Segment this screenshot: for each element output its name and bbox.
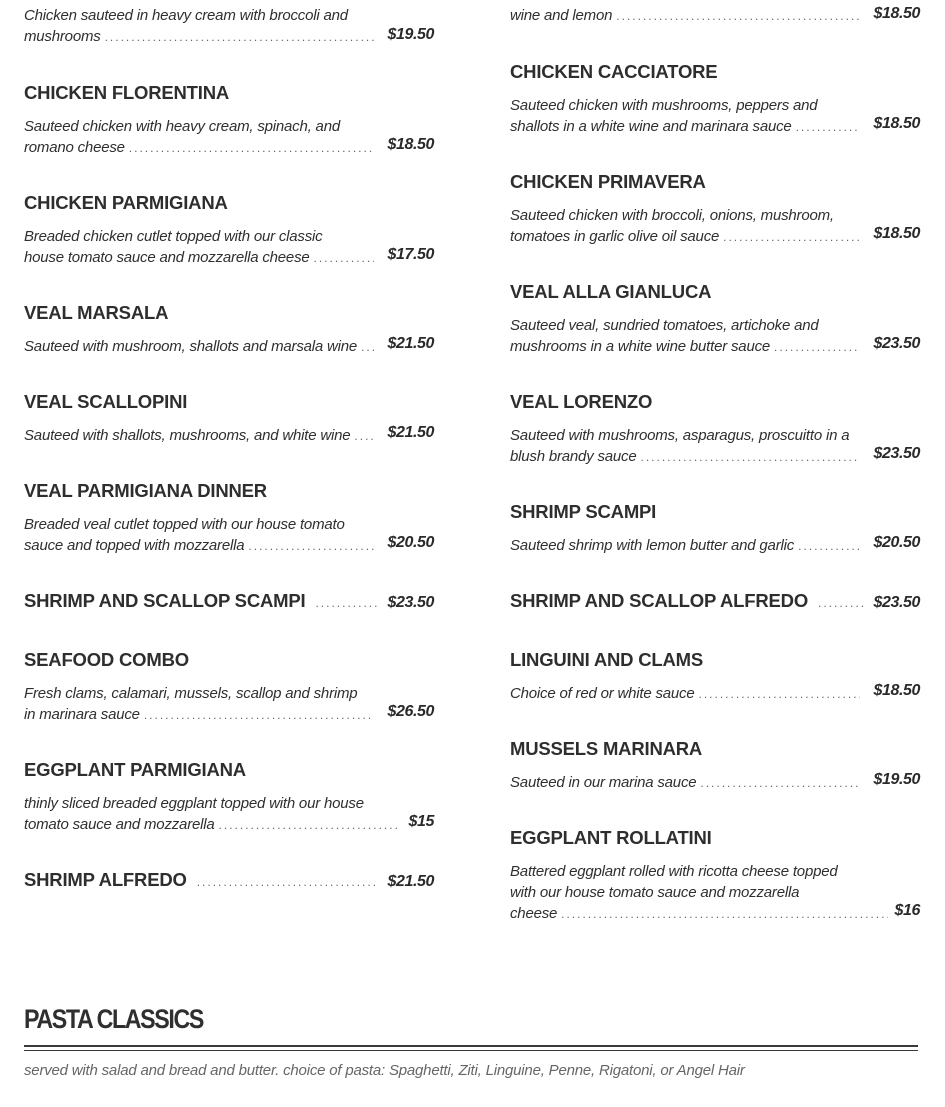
- dot-leader: [219, 815, 399, 836]
- item-name: CHICKEN PRIMAVERA: [510, 171, 706, 192]
- dot-leader: [248, 536, 374, 557]
- item-description: wine and lemon .....: [510, 5, 860, 27]
- item-price: $18.50: [387, 136, 434, 153]
- item-price: $23.50: [873, 594, 920, 611]
- item-name: VEAL MARSALA: [24, 302, 169, 323]
- menu-item-chicken-cacciatore: [510, 61, 920, 138]
- item-description: Chicken sauteed in heavy cream with broccoli and mushrooms .....: [24, 5, 374, 48]
- menu-item-chicken-primavera: [510, 171, 920, 248]
- menu-item-shrimp-and-scallop-alfredo: [510, 590, 920, 612]
- item-price: $18.50: [873, 225, 920, 242]
- menu-item-linguini-and-clams: [510, 649, 920, 705]
- menu-item-veal-parmigiana-dinner: [24, 480, 434, 557]
- menu-item-chicken-francese: [510, 5, 920, 27]
- item-name: EGGPLANT PARMIGIANA: [24, 759, 246, 780]
- item-price: $19.50: [873, 771, 920, 788]
- dot-leader: [144, 705, 374, 726]
- dot-leader: [699, 684, 860, 705]
- item-price: $23.50: [873, 445, 920, 462]
- item-name: SHRIMP AND SCALLOP SCAMPI: [24, 590, 306, 611]
- section-title-pasta-classics: PASTA CLASSICS: [24, 1004, 203, 1034]
- section-divider: [24, 1045, 918, 1047]
- dot-leader: [796, 117, 860, 138]
- item-description: Sauteed veal, sundried tomatoes, artichoke and mushrooms in a white wine butter sauce .....: [510, 315, 860, 358]
- item-price: $17.50: [387, 246, 434, 263]
- menu-item-veal-scallopini: [24, 391, 434, 447]
- menu-item-chicken-alfredo: [24, 5, 434, 48]
- item-name: CHICKEN CACCIATORE: [510, 61, 718, 82]
- dot-leader: [197, 875, 378, 889]
- item-description: Sauteed in our marina sauce .....: [510, 772, 860, 794]
- menu-item-shrimp-scampi: [510, 501, 920, 557]
- item-price: $21.50: [387, 335, 434, 352]
- item-name: CHICKEN PARMIGIANA: [24, 192, 228, 213]
- item-description: Battered eggplant rolled with ricotta cheese topped with our house tomato sauce and mozzarella cheese .....: [510, 861, 888, 925]
- item-description: Sauteed chicken with heavy cream, spinach, and romano cheese .....: [24, 116, 374, 159]
- dot-leader: [774, 337, 860, 358]
- item-name: EGGPLANT ROLLATINI: [510, 827, 712, 848]
- dot-leader: [314, 248, 374, 269]
- section-note: served with salad and bread and butter. choice of pasta: Spaghetti, Ziti, Linguine, Penne, Rigatoni, or Angel Hair: [24, 1062, 745, 1079]
- menu-item-shrimp-and-scallop-scampi: [24, 590, 434, 612]
- dot-leader: [354, 426, 374, 447]
- item-price: $20.50: [387, 534, 434, 551]
- item-description: Sauteed with mushroom, shallots and marsala wine .....: [24, 336, 374, 358]
- item-name: VEAL PARMIGIANA DINNER: [24, 480, 267, 501]
- item-price: $16: [894, 902, 920, 919]
- dot-leader: [561, 904, 888, 925]
- item-description: Sauteed with shallots, mushrooms, and white wine .....: [24, 425, 374, 447]
- item-price: $23.50: [873, 335, 920, 352]
- menu-item-eggplant-rollatini: [510, 827, 920, 925]
- item-name: VEAL LORENZO: [510, 391, 653, 412]
- dot-leader: [616, 6, 860, 27]
- menu-item-chicken-parmigiana: [24, 192, 434, 269]
- item-price: $21.50: [387, 873, 434, 890]
- menu-item-seafood-combo: [24, 649, 434, 726]
- item-description: Sauteed chicken with mushrooms, peppers and shallots in a white wine and marinara sauce .....: [510, 95, 860, 138]
- item-description: Breaded veal cutlet topped with our house tomato sauce and topped with mozzarella .....: [24, 514, 374, 557]
- item-price: $18.50: [873, 5, 920, 22]
- menu-item-eggplant-parmigiana: [24, 759, 434, 836]
- item-price: $26.50: [387, 703, 434, 720]
- item-name: SHRIMP ALFREDO: [24, 869, 187, 890]
- dot-leader: [105, 27, 374, 48]
- menu-item-veal-alla-gianluca: [510, 281, 920, 358]
- item-price: $19.50: [387, 26, 434, 43]
- item-name: SHRIMP SCAMPI: [510, 501, 657, 522]
- item-name: SHRIMP AND SCALLOP ALFREDO: [510, 590, 809, 611]
- item-description: Sauteed chicken with broccoli, onions, mushroom, tomatoes in garlic olive oil sauce .....: [510, 205, 860, 248]
- dot-leader: [700, 773, 860, 794]
- dot-leader: [361, 337, 374, 358]
- item-description: Sauteed with mushrooms, asparagus, proscuitto in a blush brandy sauce .....: [510, 425, 860, 468]
- menu-item-veal-lorenzo: [510, 391, 920, 468]
- item-price: $15: [408, 813, 434, 830]
- dot-leader: [818, 596, 863, 610]
- dot-leader: [641, 447, 861, 468]
- item-description: Sauteed shrimp with lemon butter and garlic .....: [510, 535, 860, 557]
- menu-item-mussels-marinara: [510, 738, 920, 794]
- item-price: $21.50: [387, 424, 434, 441]
- item-name: SEAFOOD COMBO: [24, 649, 189, 670]
- menu-item-chicken-florentina: [24, 82, 434, 159]
- menu-item-veal-marsala: [24, 302, 434, 358]
- item-description: Breaded chicken cutlet topped with our classic house tomato sauce and mozzarella cheese .....: [24, 226, 374, 269]
- section-divider: [24, 1050, 918, 1051]
- item-name: CHICKEN FLORENTINA: [24, 82, 230, 103]
- dot-leader: [315, 596, 377, 610]
- item-price: $23.50: [387, 594, 434, 611]
- dot-leader: [723, 227, 860, 248]
- item-name: LINGUINI AND CLAMS: [510, 649, 704, 670]
- item-price: $18.50: [873, 682, 920, 699]
- menu-item-shrimp-alfredo: [24, 869, 434, 891]
- item-price: $20.50: [873, 534, 920, 551]
- dot-leader: [129, 138, 374, 159]
- item-description: thinly sliced breaded eggplant topped with our house tomato sauce and mozzarella .....: [24, 793, 399, 836]
- dot-leader: [798, 536, 860, 557]
- item-price: $18.50: [873, 115, 920, 132]
- item-name: VEAL ALLA GIANLUCA: [510, 281, 712, 302]
- item-description: Choice of red or white sauce .....: [510, 683, 860, 705]
- item-name: MUSSELS MARINARA: [510, 738, 703, 759]
- item-name: VEAL SCALLOPINI: [24, 391, 188, 412]
- item-description: Fresh clams, calamari, mussels, scallop and shrimp in marinara sauce .....: [24, 683, 374, 726]
